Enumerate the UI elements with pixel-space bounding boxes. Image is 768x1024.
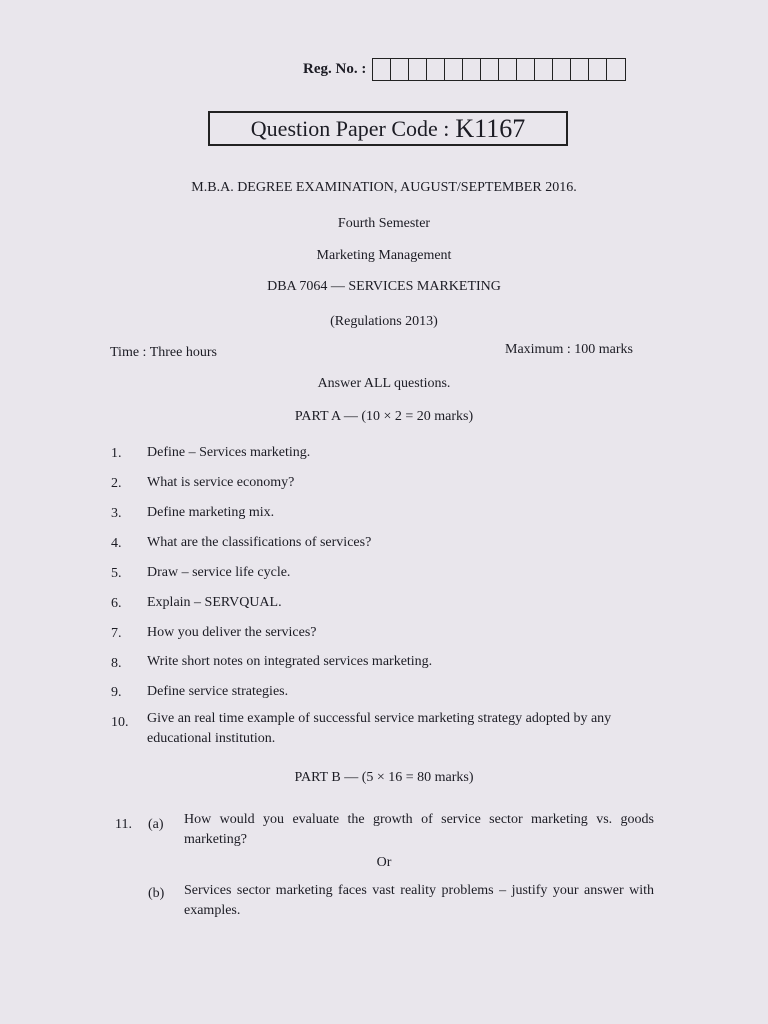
reg-number-box[interactable] — [589, 59, 607, 80]
reg-number-box[interactable] — [463, 59, 481, 80]
reg-number-boxes[interactable] — [372, 58, 626, 81]
question-number: 10. — [111, 715, 129, 730]
question-number: 6. — [111, 596, 122, 611]
reg-number-box[interactable] — [499, 59, 517, 80]
option-a-text: How would you evaluate the growth of service sector marketing vs. goods marketing? — [184, 812, 654, 847]
question-text: How you deliver the services? — [147, 625, 317, 640]
regulations: (Regulations 2013) — [330, 314, 438, 329]
instruction: Answer ALL questions. — [317, 376, 451, 391]
question-number: 4. — [111, 536, 122, 551]
question-text: Define marketing mix. — [147, 505, 275, 520]
question-text: Define service strategies. — [147, 684, 289, 699]
reg-number-box[interactable] — [427, 59, 445, 80]
reg-number-box[interactable] — [553, 59, 571, 80]
question-number: 7. — [111, 626, 122, 641]
question-number: 2. — [111, 476, 122, 491]
reg-number-field — [303, 58, 626, 81]
course-title: DBA 7064 — SERVICES MARKETING — [267, 279, 501, 294]
question-text: What are the classifications of services? — [147, 535, 372, 550]
part-a-heading: PART A — (10 × 2 = 20 marks) — [294, 409, 474, 424]
reg-number-box[interactable] — [517, 59, 535, 80]
degree-title: M.B.A. DEGREE EXAMINATION, AUGUST/SEPTEMBER 2016. — [191, 180, 577, 195]
question-number: 8. — [111, 656, 122, 671]
reg-number-box[interactable] — [535, 59, 553, 80]
question-text: Define – Services marketing. — [147, 445, 311, 460]
question-number: 11. — [115, 817, 132, 832]
question-text: Write short notes on integrated services marketing. — [147, 654, 433, 669]
question-paper-code-label: Question Paper Code : — [250, 115, 450, 141]
or-separator: Or — [376, 855, 392, 870]
question-paper-code: K1167 — [455, 113, 526, 143]
reg-number-label: Reg. No. : — [303, 61, 367, 77]
question-text: Draw – service life cycle. — [147, 565, 291, 580]
reg-number-box[interactable] — [409, 59, 427, 80]
reg-number-box[interactable] — [481, 59, 499, 80]
option-b-text: Services sector marketing faces vast reality problems – justify your answer with examples. — [184, 883, 654, 918]
question-number: 3. — [111, 506, 122, 521]
subject: Marketing Management — [316, 248, 452, 263]
question-paper-code-box — [208, 111, 568, 146]
question-text: What is service economy? — [147, 475, 295, 490]
option-b-label: (b) — [148, 886, 165, 901]
question-number: 9. — [111, 685, 122, 700]
reg-number-box[interactable] — [445, 59, 463, 80]
exam-duration: Time : Three hours — [110, 345, 217, 360]
question-number: 1. — [111, 446, 122, 461]
semester: Fourth Semester — [337, 216, 431, 231]
question-text: Give an real time example of successful service marketing strategy adopted by any educational institution. — [147, 711, 612, 746]
reg-number-box[interactable] — [373, 59, 391, 80]
reg-number-box[interactable] — [571, 59, 589, 80]
question-text: Explain – SERVQUAL. — [147, 595, 282, 610]
option-a-label: (a) — [148, 817, 164, 832]
part-b-heading: PART B — (5 × 16 = 80 marks) — [294, 770, 474, 785]
maximum-marks: Maximum : 100 marks — [505, 342, 633, 357]
reg-number-box[interactable] — [607, 59, 625, 80]
question-number: 5. — [111, 566, 122, 581]
reg-number-box[interactable] — [391, 59, 409, 80]
